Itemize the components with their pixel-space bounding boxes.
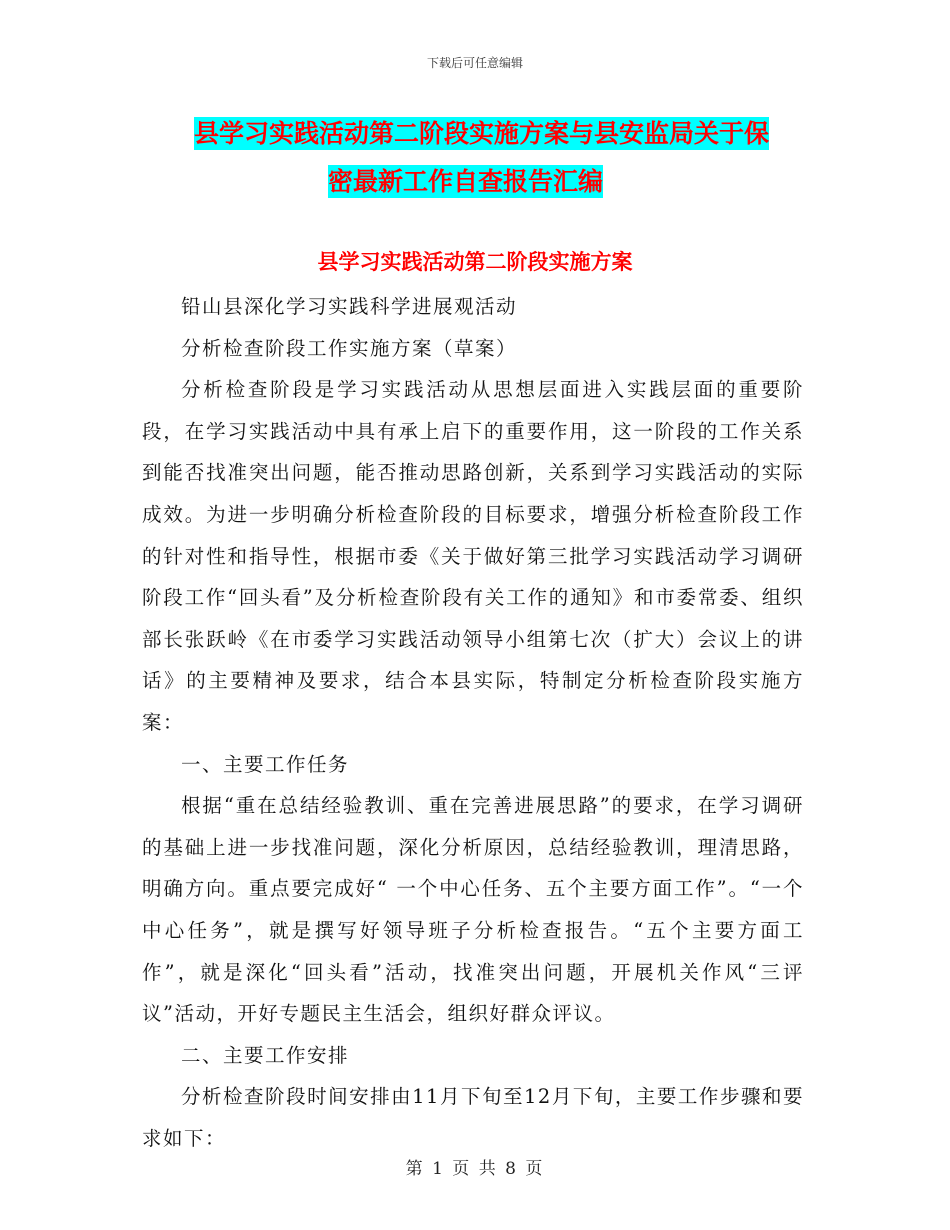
document-title-line-2: 密最新工作自查报告汇编 bbox=[328, 167, 604, 196]
section-title: 县学习实践活动第二阶段实施方案 bbox=[317, 250, 633, 274]
paragraph-main-tasks: 根据“重在总结经验教训、重在完善进展思路”的要求，在学习调研的基础上进一步找准问题，深化分析原因，总结经验教训，理清思路，明确方向。重点要完成好“ 一个中心任务、五个主要方面工作”。“一个中心任务”，就是撰写好领导班子分析检查报告。“五个主要方面工作”，就是深化“回头看”活动，找准突出问题，开展机关作风“三评议”活动，开好专题民主生活会，组织好群众评议。 bbox=[142, 794, 804, 1026]
document-title-line-1: 县学习实践活动第二阶段实施方案与县安监局关于保 bbox=[194, 119, 770, 148]
heading-main-tasks: 一、主要工作任务 bbox=[181, 752, 350, 776]
paragraph-org-name: 铅山县深化学习实践科学进展观活动 bbox=[181, 295, 518, 318]
paragraph-plan-name: 分析检查阶段工作实施方案（草案） bbox=[181, 336, 518, 360]
paragraph-introduction: 分析检查阶段是学习实践活动从思想层面进入实践层面的重要阶段，在学习实践活动中具有承上启下的重要作用，这一阶段的工作关系到能否找准突出问题，能否推动思路创新，关系到学习实践活动的实际成效。为进一步明确分析检查阶段的目标要求，增强分析检查阶段工作的针对性和指导性，根据市委《关于做好第三批学习实践活动学习调研阶段工作“回头看”及分析检查阶段有关工作的通知》和市委常委、组织部长张跃岭《在市委学习实践活动领导小组第七次（扩大）会议上的讲话》的主要精神及要求，结合本县实际，特制定分析检查阶段实施方案： bbox=[142, 378, 804, 734]
document-body bbox=[142, 286, 804, 1159]
page-header-note: 下载后可任意编辑 bbox=[426, 56, 523, 70]
heading-work-arrangement: 二、主要工作安排 bbox=[181, 1043, 350, 1067]
page-number: 第 1 页 共 8 页 bbox=[405, 1159, 545, 1179]
document-title bbox=[150, 110, 810, 206]
paragraph-work-arrangement: 分析检查阶段时间安排由11月下旬至12月下旬，主要工作步骤和要求如下： bbox=[142, 1085, 804, 1150]
